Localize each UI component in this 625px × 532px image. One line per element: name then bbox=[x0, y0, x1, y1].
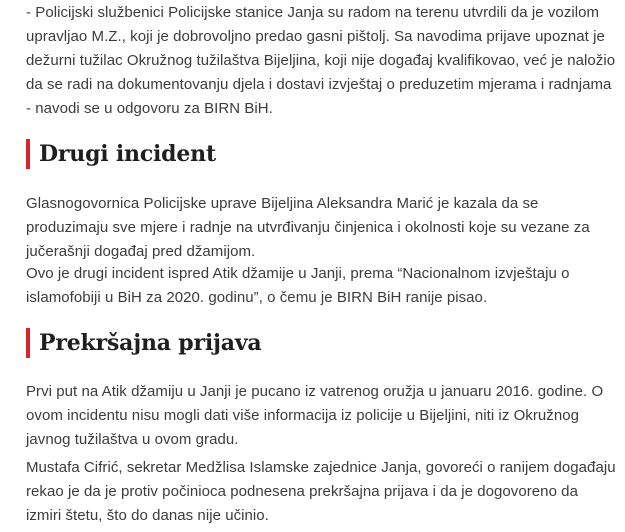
intro-paragraph: - Policijski službenici Policijske stanice Janja su radom na terenu utvrdili da je vozilom upravljao M.Z., koji je dobrovoljno predao gasni pištolj. Sa navodima prijave upoznat je dežurni tužilac Okružnog tužilaštva Bijeljina, koji nije događaj kvalifikovao, već je naložio da se radi na dokumentovanju djela i dostavi izvještaj o preduzetim mjerama i radnjama - navodi se u odgovoru za BIRN BiH. bbox=[26, 4, 616, 117]
section-heading-text: Prekršajna prijava bbox=[39, 330, 262, 356]
section-heading-prekrsajna-prijava bbox=[26, 325, 261, 361]
section-2-paragraph-1: Prvi put na Atik džamiju u Janji je pucano iz vatrenog oružja u januaru 2016. godine. O ovom incidentu nisu mogli dati više informacija iz policije u Bijeljini, niti iz Okružnog javnog tužilaštva u ovom gradu. bbox=[26, 383, 604, 448]
section-heading-text: Drugi incident bbox=[39, 141, 216, 167]
section-2-paragraph-2: Mustafa Cifrić, sekretar Medžlisa Islamske zajednice Janja, govoreći o ranijem događaju rekao je da je protiv počinioca podnesena prekršajna prijava i da je dogovoreno da izmiri štetu, što do danas nije učinio. bbox=[26, 459, 616, 524]
article-body bbox=[26, 0, 616, 121]
heading-accent-bar bbox=[26, 139, 30, 169]
section-1-paragraph-1: Glasnogovornica Policijske uprave Bijeljina Aleksandra Marić je kazala da se produzimaju sve mjere i radnje na utvrđivanju činjenica i okolnosti koje su vezane za jučerašnji događaj pred džamijom. bbox=[26, 195, 590, 260]
heading-accent-bar bbox=[26, 328, 30, 358]
section-heading-drugi-incident bbox=[26, 136, 216, 172]
section-1-paragraph-2: Ovo je drugi incident ispred Atik džamije u Janji, prema “Nacionalnom izvještaju o islamofobiji u BiH za 2020. godinu”, o čemu je BIRN BiH ranije pisao. bbox=[26, 265, 570, 306]
